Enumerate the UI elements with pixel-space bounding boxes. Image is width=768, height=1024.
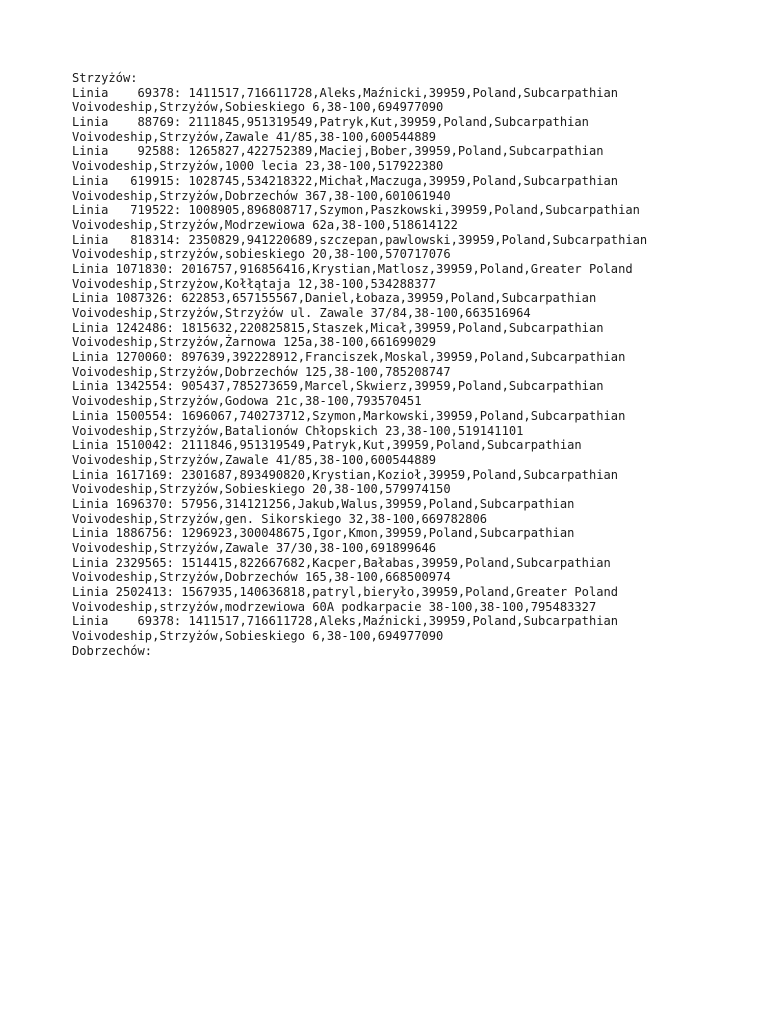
record-line: Voivodeship,Strzyżów,Dobrzechów 165,38-100,668500974	[72, 570, 451, 585]
record-line: Voivodeship,strzyżów,sobieskiego 20,38-100,570717076	[72, 247, 451, 262]
record-line: Linia 2329565: 1514415,822667682,Kacper,Bałabas,39959,Poland,Subcarpathian	[72, 555, 611, 570]
record-line: Linia 1342554: 905437,785273659,Marcel,Skwierz,39959,Poland,Subcarpathian	[72, 379, 604, 394]
record-line: Linia 69378: 1411517,716611728,Aleks,Maźnicki,39959,Poland,Subcarpathian	[72, 614, 619, 629]
record-line: Linia 1242486: 1815632,220825815,Staszek,Micał,39959,Poland,Subcarpathian	[72, 320, 604, 335]
record-line: Linia 619915: 1028745,534218322,Michał,Maczuga,39959,Poland,Subcarpathian	[72, 173, 619, 188]
record-line: Voivodeship,Strzyżów,Dobrzechów 367,38-100,601061940	[72, 188, 451, 203]
section-heading: Strzyżów:	[72, 71, 138, 85]
record-line: Voivodeship,Strzyżów,gen. Sikorskiego 32,38-100,669782806	[72, 511, 488, 526]
record-line: Linia 1500554: 1696067,740273712,Szymon,Markowski,39959,Poland,Subcarpathian	[72, 408, 626, 423]
record-line: Voivodeship,Strzyżów,Żarnowa 125a,38-100,661699029	[72, 335, 437, 350]
record-line: Linia 719522: 1008905,896808717,Szymon,Paszkowski,39959,Poland,Subcarpathian	[72, 203, 640, 218]
record-line: Linia 69378: 1411517,716611728,Aleks,Maźnicki,39959,Poland,Subcarpathian	[72, 85, 619, 100]
record-line: Voivodeship,Strzyżów,Zawale 41/85,38-100,600544889	[72, 129, 437, 144]
record-line: Voivodeship,Strzyżów,1000 lecia 23,38-100,517922380	[72, 159, 444, 174]
record-line: Linia 1696370: 57956,314121256,Jakub,Walus,39959,Poland,Subcarpathian	[72, 496, 575, 511]
record-line: Voivodeship,Strzyżow,Kołłątaja 12,38-100,534288377	[72, 276, 437, 291]
record-line: Linia 2502413: 1567935,140636818,patryl,bieryło,39959,Poland,Greater Poland	[72, 585, 619, 600]
record-line: Linia 1270060: 897639,392228912,Franciszek,Moskal,39959,Poland,Subcarpathian	[72, 350, 626, 365]
record-line: Voivodeship,Strzyżów,Modrzewiowa 62a,38-100,518614122	[72, 217, 458, 232]
record-line: Voivodeship,Strzyżów,Dobrzechów 125,38-100,785208747	[72, 364, 451, 379]
record-line: Linia 1617169: 2301687,893490820,Krystian,Kozioł,39959,Poland,Subcarpathian	[72, 467, 619, 482]
record-line: Linia 818314: 2350829,941220689,szczepan,pawlowski,39959,Poland,Subcarpathian	[72, 232, 648, 247]
record-line: Linia 88769: 2111845,951319549,Patryk,Kut,39959,Poland,Subcarpathian	[72, 115, 589, 130]
record-line: Dobrzechów:	[72, 643, 153, 658]
record-line: Voivodeship,Strzyżów,Zawale 37/30,38-100,691899646	[72, 541, 437, 555]
record-line: Voivodeship,Strzyżów,Sobieskiego 20,38-100,579974150	[72, 482, 451, 497]
record-line: Linia 1087326: 622853,657155567,Daniel,Łobaza,39959,Poland,Subcarpathian	[72, 291, 597, 306]
record-line: Voivodeship,Strzyżów,Zawale 41/85,38-100,600544889	[72, 452, 437, 467]
record-line: Voivodeship,Strzyżów,Strzyżów ul. Zawale 37/84,38-100,663516964	[72, 306, 531, 320]
record-line: Linia 1886756: 1296923,300048675,Igor,Kmon,39959,Poland,Subcarpathian	[72, 526, 575, 541]
record-line: Voivodeship,strzyżów,modrzewiowa 60A podkarpacie 38-100,38-100,795483327	[72, 599, 597, 614]
record-line: Linia 1071830: 2016757,916856416,Krystian,Matlosz,39959,Poland,Greater Poland	[72, 261, 633, 276]
record-line: Voivodeship,Strzyżów,Sobieskiego 6,38-100,694977090	[72, 629, 444, 644]
record-line: Linia 92588: 1265827,422752389,Maciej,Bober,39959,Poland,Subcarpathian	[72, 144, 604, 159]
record-line: Voivodeship,Strzyżów,Sobieskiego 6,38-100,694977090	[72, 100, 444, 115]
record-line: Voivodeship,Strzyżów,Batalionów Chłopskich 23,38-100,519141101	[72, 423, 524, 438]
record-line: Voivodeship,Strzyżów,Godowa 21c,38-100,793570451	[72, 394, 422, 409]
document-page	[72, 71, 752, 673]
section-heading	[72, 659, 752, 674]
record-line: Linia 1510042: 2111846,951319549,Patryk,Kut,39959,Poland,Subcarpathian	[72, 438, 582, 453]
